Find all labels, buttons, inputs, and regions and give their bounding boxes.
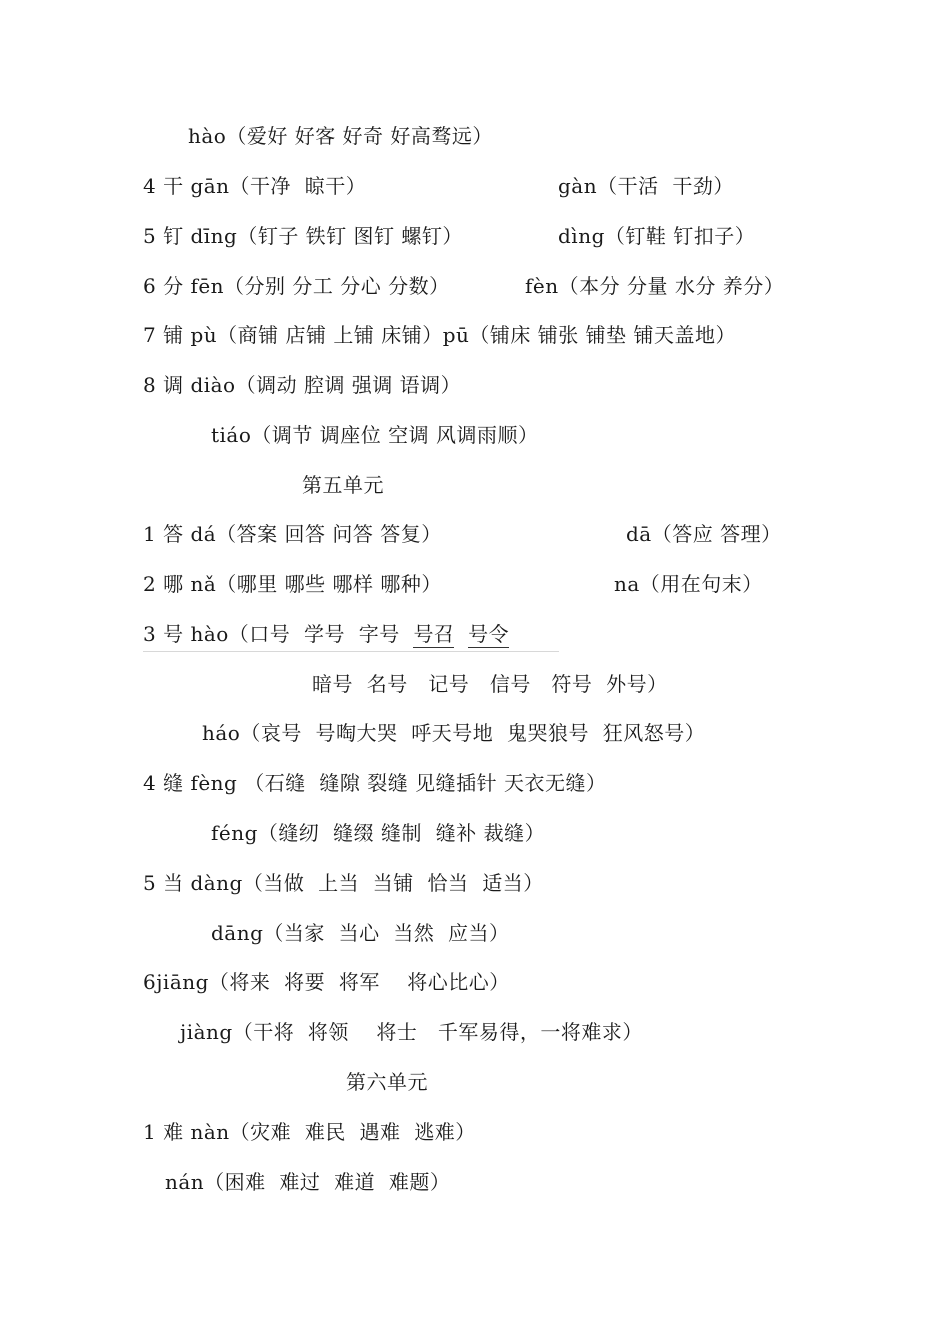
entry-hao-number-cont: 暗号 名号 记号 信号 符号 外号） bbox=[312, 672, 668, 696]
entry-da-answer: 1 答 dá（答案 回答 问答 答复） bbox=[143, 522, 442, 546]
entry-pu-shop: 7 铺 pù（商铺 店铺 上铺 床铺）pū（铺床 铺张 铺垫 铺天盖地） bbox=[143, 323, 736, 347]
entry-na-which: 2 哪 nǎ（哪里 哪些 哪样 哪种） bbox=[143, 572, 442, 596]
entry-hao-good: hào（爱好 好客 好奇 好高骛远） bbox=[188, 124, 493, 148]
unit-six-heading: 第六单元 bbox=[346, 1070, 428, 1094]
entry-dang-act: dāng（当家 当心 当然 应当） bbox=[211, 921, 510, 945]
entry-nan-disaster: 1 难 nàn（灾难 难民 遇难 逃难） bbox=[143, 1120, 476, 1144]
entry-diao-tone: 8 调 diào（调动 腔调 强调 语调） bbox=[143, 373, 462, 397]
entry-gan-do: gàn（干活 干劲） bbox=[558, 174, 734, 198]
entry-feng-crack: 4 缝 fèng （石缝 缝隙 裂缝 见缝插针 天衣无缝） bbox=[143, 771, 607, 795]
entry-fen-divide: 6 分 fēn（分别 分工 分心 分数） bbox=[143, 274, 450, 298]
entry-jiang-future: 6jiāng（将来 将要 将军 将心比心） bbox=[143, 970, 510, 994]
entry-hao-number bbox=[143, 622, 509, 646]
entry-nan-difficult: nán（困难 难过 难道 难题） bbox=[165, 1170, 451, 1194]
entry-hao-number-text: 3 号 hào（口号 学号 字号 bbox=[143, 622, 414, 646]
underlined-word-haoling: 号令 bbox=[468, 622, 510, 646]
entry-tiao-adjust: tiáo（调节 调座位 空调 风调雨顺） bbox=[211, 423, 539, 447]
unit-five-heading: 第五单元 bbox=[302, 473, 384, 497]
entry-ding-fasten: dìng（钉鞋 钉扣子） bbox=[558, 224, 756, 248]
entry-feng-sew: féng（缝纫 缝缀 缝制 缝补 裁缝） bbox=[211, 821, 546, 845]
divider-line bbox=[143, 651, 559, 652]
entry-dang-proper: 5 当 dàng（当做 上当 当铺 恰当 适当） bbox=[143, 871, 544, 895]
entry-gan-dry: 4 干 gān（干净 晾干） bbox=[143, 174, 367, 198]
underlined-word-haozhao: 号召 bbox=[413, 622, 455, 646]
entry-ding-nail: 5 钉 dīng（钉子 铁钉 图钉 螺钉） bbox=[143, 224, 463, 248]
entry-hao-howl: háo（哀号 号啕大哭 呼天号地 鬼哭狼号 狂风怒号） bbox=[202, 721, 706, 745]
entry-fen-portion: fèn（本分 分量 水分 养分） bbox=[525, 274, 785, 298]
entry-na-particle: na（用在句末） bbox=[614, 572, 763, 596]
entry-jiang-general: jiàng（干将 将领 将士 千军易得，一将难求） bbox=[180, 1020, 643, 1044]
entry-da-respond: dā（答应 答理） bbox=[626, 522, 782, 546]
